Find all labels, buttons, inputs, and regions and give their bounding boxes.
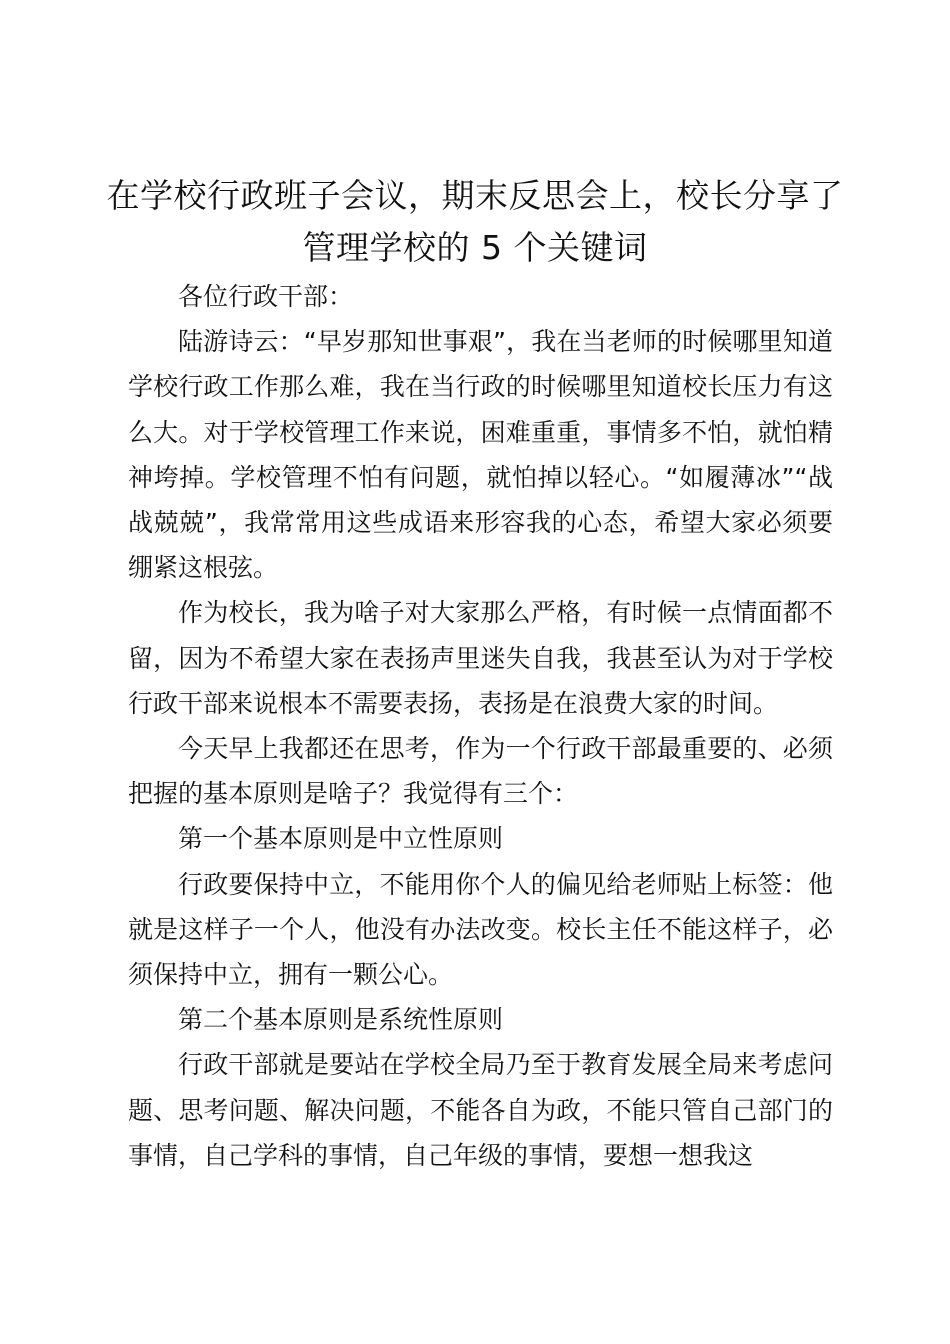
paragraph-intro: 陆游诗云：“早岁那知世事艰”，我在当老师的时候哪里知道学校行政工作那么难，我在当行政的时候哪里知道校长压力有这么大。对于学校管理工作来说，困难重重，事情多不怕，就怕精神垮掉。学校管理不怕有问题，就怕掉以轻心。“如履薄冰”“战战兢兢”，我常常用这些成语来形容我的心态，希望大家必须要绷紧这根弦。 [128, 327, 833, 583]
document-body [128, 274, 833, 1178]
principle-heading-2: 第二个基本原则是系统性原则 [178, 1005, 504, 1035]
paragraph-strictness: 作为校长，我为啥子对大家那么严格，有时候一点情面都不留，因为不希望大家在表扬声里迷失自我，我甚至认为对于学校行政干部来说根本不需要表扬，表扬是在浪费大家的时间。 [128, 598, 833, 718]
paragraph-principles: 今天早上我都还在思考，作为一个行政干部最重要的、必须把握的基本原则是啥子？我觉得有三个： [128, 734, 833, 809]
salutation: 各位行政干部： [178, 282, 354, 311]
principle-heading-1: 第一个基本原则是中立性原则 [178, 824, 504, 854]
paragraph-neutrality: 行政要保持中立，不能用你个人的偏见给老师贴上标签：他就是这样子一个人，他没有办法改变。校长主任不能这样子，必须保持中立，拥有一颗公心。 [128, 869, 833, 990]
paragraph-systematic: 行政干部就是要站在学校全局乃至于教育发展全局来考虑问题、思考问题、解决问题，不能各自为政，不能只管自己部门的事情，自己学科的事情，自己年级的事情，要想一想我这 [128, 1050, 833, 1170]
document-title: 在学校行政班子会议，期末反思会上，校长分享了管理学校的 5 个关键词 [106, 176, 844, 267]
